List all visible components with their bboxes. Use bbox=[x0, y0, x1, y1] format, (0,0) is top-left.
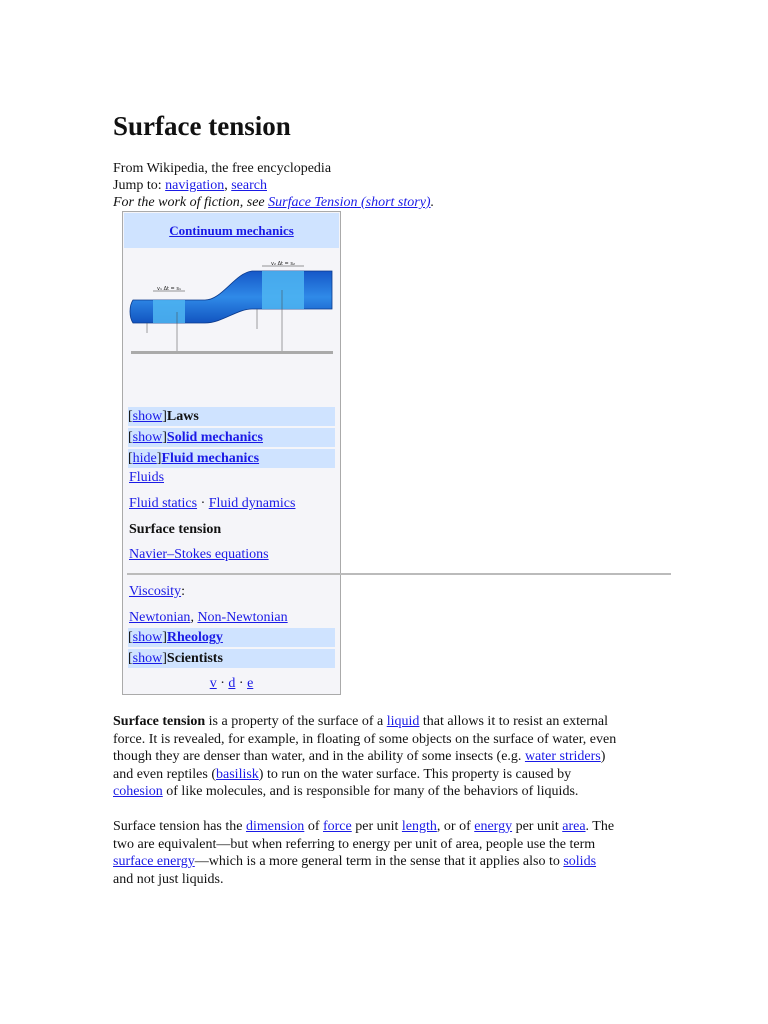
jump-sep: , bbox=[224, 178, 232, 193]
horizontal-rule bbox=[127, 573, 671, 575]
ground-line bbox=[131, 351, 333, 354]
solids-link[interactable]: solids bbox=[563, 854, 597, 869]
navier-stokes-link[interactable]: Navier–Stokes equations bbox=[129, 547, 269, 562]
liquid-link[interactable]: liquid bbox=[386, 714, 420, 729]
solid-show-link[interactable]: show bbox=[132, 430, 163, 445]
navier-stokes-item bbox=[129, 546, 269, 564]
comma-separator: , bbox=[190, 610, 198, 625]
newtonian-link[interactable]: Newtonian bbox=[129, 610, 191, 625]
viscosity-item bbox=[129, 583, 185, 601]
nav-rheology: [show]Rheology bbox=[128, 628, 335, 647]
surface-energy-link[interactable]: surface energy bbox=[113, 854, 195, 869]
hatnote-suffix: . bbox=[430, 195, 435, 210]
fluid-hide-link[interactable]: hide bbox=[132, 451, 157, 466]
fluid-segment-2 bbox=[262, 271, 304, 309]
rheology-show-link[interactable]: show bbox=[132, 630, 163, 645]
nav-laws: [show]Laws bbox=[128, 407, 335, 426]
force-link[interactable]: force bbox=[322, 819, 352, 834]
energy-link[interactable]: energy bbox=[474, 819, 513, 834]
jump-line bbox=[113, 177, 267, 194]
dimension-link[interactable]: dimension bbox=[245, 819, 305, 834]
paragraph-intro: Surface tension is a property of the surface of a liquid that allows it to resist an external force. It is revealed, for example, in floating of some objects on the surface of water, even though they are denser than water, and in the ability of some insects (e.g. water striders) and even reptiles (basilisk) to run on the water surface. This property is caused by cohesion of like molecules, and is responsible for many of the behaviors of liquids. bbox=[113, 714, 617, 799]
cohesion-link[interactable]: cohesion bbox=[113, 784, 163, 799]
jump-prefix: Jump to: bbox=[113, 178, 166, 193]
surface-tension-item: Surface tension bbox=[129, 522, 222, 537]
nav-fluid-mechanics: [hide]Fluid mechanics bbox=[128, 449, 335, 468]
vde-dot-2: · bbox=[235, 676, 248, 691]
viscosity-colon: : bbox=[181, 584, 185, 599]
nav-solid-mechanics: [show]Solid mechanics bbox=[128, 428, 335, 447]
vde-dot-1: · bbox=[216, 676, 229, 691]
short-story-link[interactable]: Surface Tension (short story) bbox=[268, 195, 431, 210]
view-link[interactable]: v bbox=[209, 676, 217, 691]
scientists-show-link[interactable]: show bbox=[132, 651, 163, 666]
diagram-label-top: v₂ Δt = s₂ bbox=[271, 261, 295, 267]
nav-scientists: [show]Scientists bbox=[128, 649, 335, 668]
non-newtonian-link[interactable]: Non-Newtonian bbox=[197, 610, 288, 625]
hatnote-prefix: For the work of fiction, see bbox=[113, 195, 269, 210]
fluids-item bbox=[129, 469, 164, 487]
edit-link[interactable]: e bbox=[247, 676, 254, 691]
basilisk-link[interactable]: basilisk bbox=[216, 766, 259, 782]
hatnote bbox=[113, 194, 434, 211]
term-bold: Surface tension bbox=[113, 714, 206, 729]
fluid-dynamics-link[interactable]: Fluid dynamics bbox=[208, 496, 296, 511]
length-link[interactable]: length bbox=[401, 819, 437, 834]
vde-links bbox=[123, 675, 340, 693]
source-line: From Wikipedia, the free encyclopedia bbox=[113, 161, 332, 176]
fluid-mechanics-link[interactable]: Fluid mechanics bbox=[161, 451, 260, 466]
newtonian-item bbox=[129, 609, 288, 627]
fluid-statics-dynamics-item bbox=[129, 495, 295, 513]
page-title: Surface tension bbox=[113, 111, 291, 141]
viscosity-link[interactable]: Viscosity bbox=[129, 584, 182, 599]
water-striders-link[interactable]: water striders bbox=[524, 749, 601, 764]
laws-label: Laws bbox=[166, 409, 199, 424]
search-link[interactable]: search bbox=[231, 178, 267, 193]
continuum-mechanics-link[interactable]: Continuum mechanics bbox=[169, 223, 294, 238]
rheology-link[interactable]: Rheology bbox=[166, 630, 223, 645]
area-link[interactable]: area bbox=[562, 819, 586, 834]
laws-show-link[interactable]: show bbox=[132, 409, 163, 424]
infobox bbox=[122, 211, 341, 695]
fluid-segment-1 bbox=[153, 300, 185, 323]
fluid-statics-link[interactable]: Fluid statics bbox=[129, 496, 198, 511]
discuss-link[interactable]: d bbox=[228, 676, 236, 691]
pipe-flow-diagram bbox=[127, 259, 337, 359]
navigation-link[interactable]: navigation bbox=[165, 178, 225, 193]
diagram-label-left: v₁ Δt = s₁ bbox=[157, 286, 181, 292]
scientists-label: Scientists bbox=[166, 651, 223, 666]
paragraph-dimension: Surface tension has the dimension of force per unit length, or of energy per unit area. The two are equivalent—but when referring to energy per unit of area, people use the term surface energy—which is a more general term in the sense that it applies also to solids and not just liquids. bbox=[113, 819, 615, 887]
solid-mechanics-link[interactable]: Solid mechanics bbox=[166, 430, 263, 445]
dot-separator: · bbox=[197, 496, 209, 511]
fluids-link[interactable]: Fluids bbox=[129, 470, 165, 485]
infobox-header bbox=[124, 213, 339, 248]
